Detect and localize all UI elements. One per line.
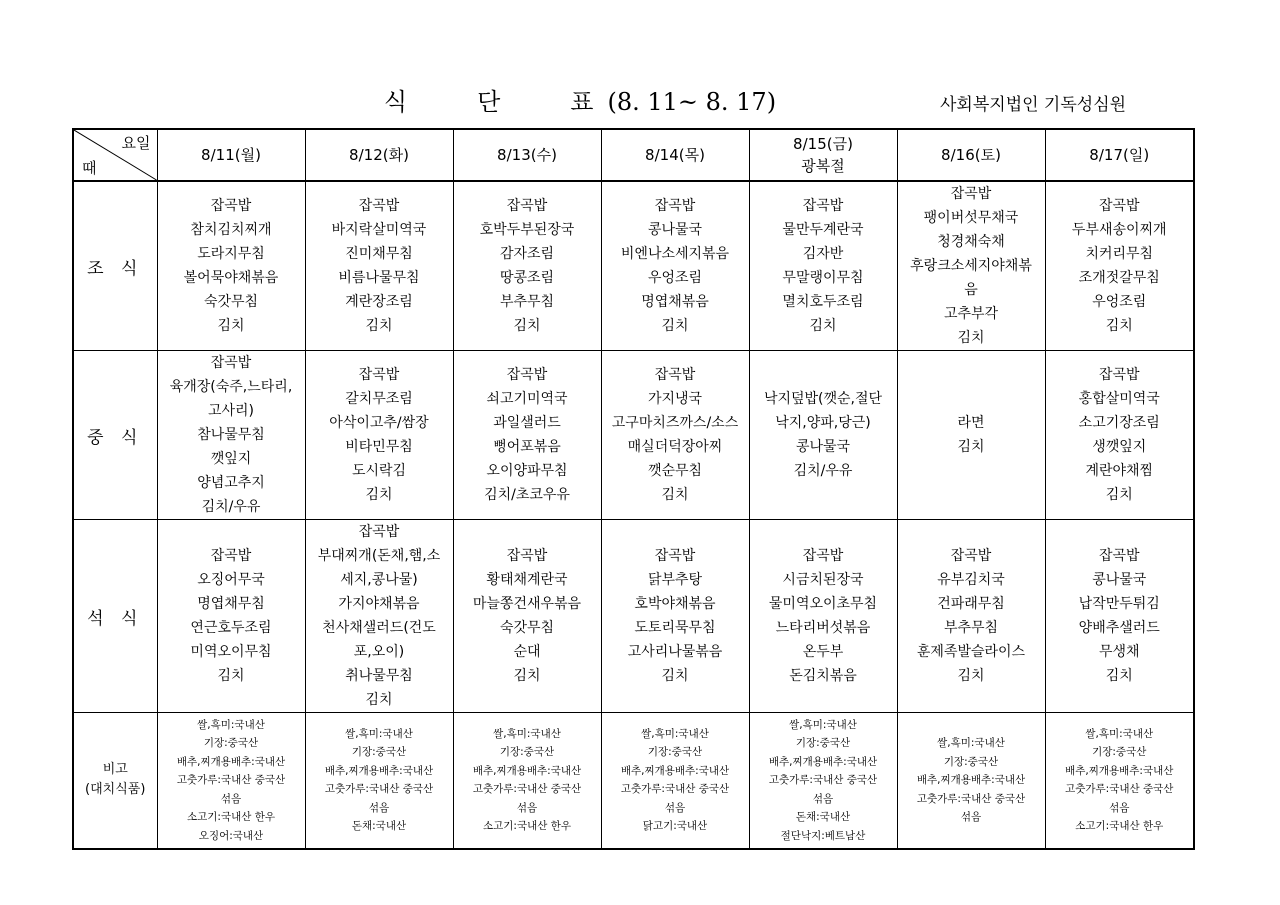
origin-note-line: 섞음 xyxy=(516,801,538,814)
menu-item: 김자반 xyxy=(802,246,844,262)
menu-item: 부추무침 xyxy=(943,620,999,636)
menu-item: 호박두부된장국 xyxy=(479,222,575,238)
menu-item: 우엉조림 xyxy=(1092,294,1147,310)
menu-item: 잡곡밥 xyxy=(506,548,548,564)
menu-item: 깻순무침 xyxy=(647,463,703,479)
menu-item: 물만두계란국 xyxy=(782,222,864,238)
menu-item: 도시락김 xyxy=(351,463,407,479)
menu-item: 부대찌개(돈채,햄,소 xyxy=(317,548,441,564)
origin-note-line: 섞음 xyxy=(1109,801,1130,814)
meal-label: 중 식 xyxy=(73,351,157,520)
menu-item: 라면 xyxy=(957,415,985,431)
menu-item: 비엔나소세지볶음 xyxy=(620,246,730,262)
menu-item: 잡곡밥 xyxy=(506,198,548,214)
menu-cell xyxy=(453,351,601,520)
menu-item: 낙지덮밥(깻순,절단 xyxy=(763,391,883,407)
menu-item: 김치 xyxy=(661,487,689,503)
menu-item: 잡곡밥 xyxy=(1098,198,1140,214)
menu-item: 시금치된장국 xyxy=(782,572,864,588)
menu-item: 유부김치국 xyxy=(937,572,1005,588)
day-header xyxy=(305,129,453,181)
menu-item: 참치김치찌개 xyxy=(190,222,272,238)
menu-item: 고사리나물볶음 xyxy=(627,644,723,660)
menu-cell xyxy=(157,351,305,520)
menu-item: 닭부추탕 xyxy=(647,572,703,588)
menu-item: 비타민무침 xyxy=(345,439,413,455)
origin-note-line: 고춧가루:국내산 중국산 xyxy=(916,792,1026,805)
menu-item: 아삭이고추/쌈장 xyxy=(329,415,429,431)
menu-item: 김치 xyxy=(661,318,689,334)
origin-note-cell xyxy=(749,713,897,849)
corner-meal-label: 때 xyxy=(82,159,97,177)
origin-note-line: 배추,찌개용배추:국내산 xyxy=(620,764,730,777)
menu-item: 잡곡밥 xyxy=(358,198,400,214)
menu-item: 연근호두조림 xyxy=(190,620,272,636)
origin-note-line: 기장:중국산 xyxy=(203,737,259,749)
memo-label-line: 비고 xyxy=(102,762,128,778)
menu-item: 생깻잎지 xyxy=(1092,439,1147,455)
menu-item: 바지락살미역국 xyxy=(331,222,427,238)
meal-label: 조 식 xyxy=(73,181,157,351)
menu-item: 마늘쫑건새우볶음 xyxy=(472,596,582,612)
menu-item: 고구마치즈까스/소스 xyxy=(611,415,739,431)
menu-item: 김치 xyxy=(1105,487,1133,503)
menu-item: 볼어묵야채볶음 xyxy=(183,270,279,286)
day-date: 8/13(수) xyxy=(497,146,557,164)
menu-item: 김치 xyxy=(1105,668,1133,684)
menu-cell xyxy=(601,181,749,351)
menu-cell xyxy=(1045,351,1194,520)
origin-note-line: 고춧가루:국내산 중국산 xyxy=(176,774,286,786)
menu-item: 김치 xyxy=(661,668,689,684)
meal-row-dinner xyxy=(73,520,1194,713)
menu-item: 물미역오이초무침 xyxy=(768,596,878,612)
menu-item: 온두부 xyxy=(802,644,844,660)
menu-item: 숙갓무침 xyxy=(499,620,555,636)
menu-item: 콩나물국 xyxy=(647,222,703,238)
menu-item: 음 xyxy=(964,282,978,298)
corner-cell xyxy=(73,129,157,181)
menu-item: 쇠고기미역국 xyxy=(486,391,568,407)
menu-item: 깻잎지 xyxy=(210,451,252,467)
menu-item: 잡곡밥 xyxy=(358,367,400,383)
menu-item: 오징어무국 xyxy=(197,572,265,588)
menu-item: 순대 xyxy=(513,644,541,660)
menu-cell xyxy=(453,520,601,713)
menu-table xyxy=(72,128,1195,850)
origin-note-cell xyxy=(157,713,305,849)
menu-cell xyxy=(305,181,453,351)
menu-item: 부추무침 xyxy=(499,294,555,310)
menu-cell xyxy=(749,520,897,713)
menu-cell xyxy=(305,351,453,520)
menu-item: 양념고추지 xyxy=(197,475,265,491)
menu-cell xyxy=(601,351,749,520)
menu-item: 계란야채찜 xyxy=(1085,463,1154,479)
menu-item: 홍합살미역국 xyxy=(1078,391,1160,407)
menu-item: 김치 xyxy=(217,668,245,684)
menu-item: 김치/초코우유 xyxy=(484,487,570,503)
menu-item: 잡곡밥 xyxy=(654,198,696,214)
menu-item: 고사리) xyxy=(207,403,255,419)
origin-note-line: 섞음 xyxy=(368,801,390,814)
origin-note-line: 고춧가루:국내산 중국산 xyxy=(620,783,730,796)
origin-note-line: 섞음 xyxy=(664,801,686,814)
menu-item: 김치 xyxy=(1105,318,1133,334)
menu-item: 뻥어포볶음 xyxy=(493,439,561,455)
menu-cell xyxy=(157,181,305,351)
holiday-label: 광복절 xyxy=(801,157,845,175)
menu-item: 비름나물무침 xyxy=(338,270,420,286)
menu-item: 가지냉국 xyxy=(647,391,703,407)
memo-label-line: (대치식품) xyxy=(85,782,146,798)
menu-item: 두부새송이찌개 xyxy=(1071,222,1167,238)
menu-item: 잡곡밥 xyxy=(802,548,844,564)
meal-row-lunch xyxy=(73,351,1194,520)
menu-item: 미역오이무침 xyxy=(190,644,272,660)
meal-label: 석 식 xyxy=(73,520,157,713)
menu-item: 김치 xyxy=(957,668,985,684)
day-date: 8/14(목) xyxy=(645,146,705,164)
origin-note-line: 고춧가루:국내산 중국산 xyxy=(768,774,878,786)
menu-item: 김치 xyxy=(809,318,837,334)
menu-item: 잡곡밥 xyxy=(950,186,992,202)
menu-item: 취나물무침 xyxy=(345,668,413,684)
menu-item: 호박야채볶음 xyxy=(634,596,716,612)
origin-note-line: 기장:중국산 xyxy=(943,755,999,768)
origin-note-line: 쌀,흑미:국내산 xyxy=(937,737,1005,749)
menu-item: 김치 xyxy=(957,439,985,455)
menu-cell xyxy=(157,520,305,713)
menu-item: 잡곡밥 xyxy=(210,198,252,214)
day-date: 8/17(일) xyxy=(1089,146,1150,164)
menu-item: 김치 xyxy=(365,487,393,503)
origin-note-line: 섞음 xyxy=(220,792,242,805)
menu-item: 콩나물국 xyxy=(795,439,851,455)
origin-note-cell xyxy=(305,713,453,849)
menu-item: 양배추샐러드 xyxy=(1078,620,1160,636)
origin-note-line: 쌀,흑미:국내산 xyxy=(197,718,265,731)
memo-label xyxy=(73,713,157,849)
menu-item: 김치 xyxy=(365,318,393,334)
origin-note-line: 닭고기:국내산 xyxy=(642,820,708,833)
menu-item: 가지야채볶음 xyxy=(338,596,420,612)
origin-note-line: 쌀,흑미:국내산 xyxy=(641,727,709,740)
origin-note-line: 배추,찌개용배추:국내산 xyxy=(1065,764,1174,777)
menu-item: 우엉조림 xyxy=(647,270,703,286)
header-row xyxy=(73,129,1194,181)
day-date: 8/16(토) xyxy=(941,146,1001,164)
origin-note-line: 소고기:국내산 한우 xyxy=(186,811,276,823)
menu-item: 납작만두튀김 xyxy=(1078,596,1160,612)
meal-row-breakfast xyxy=(73,181,1194,351)
menu-item: 잡곡밥 xyxy=(506,367,548,383)
origin-note-line: 돈채:국내산 xyxy=(351,820,407,833)
menu-cell xyxy=(601,520,749,713)
menu-cell xyxy=(1045,181,1194,351)
day-header xyxy=(453,129,601,181)
origin-note-line: 소고기:국내산 한우 xyxy=(482,820,572,833)
origin-note-cell xyxy=(1045,713,1194,849)
origin-note-line: 오징어:국내산 xyxy=(198,829,264,842)
menu-item: 천사채샐러드(건도 xyxy=(322,620,436,636)
day-header xyxy=(1045,129,1194,181)
origin-note-line: 배추,찌개용배추:국내산 xyxy=(176,755,286,768)
menu-item: 명엽채무침 xyxy=(197,596,265,612)
menu-item: 조개젓갈무침 xyxy=(1078,270,1160,286)
menu-item: 세지,콩나물) xyxy=(340,572,418,588)
origin-note-cell xyxy=(453,713,601,849)
menu-cell xyxy=(453,181,601,351)
menu-cell xyxy=(305,520,453,713)
title-char: 단 xyxy=(477,88,501,116)
menu-item: 잡곡밥 xyxy=(1098,367,1140,383)
menu-item: 잡곡밥 xyxy=(210,548,252,564)
page-title xyxy=(300,82,860,117)
menu-item: 도라지무침 xyxy=(197,246,265,262)
day-date: 8/15(금) xyxy=(793,135,853,153)
menu-item: 잡곡밥 xyxy=(654,548,696,564)
origin-note-line: 고춧가루:국내산 중국산 xyxy=(472,783,582,796)
day-date: 8/11(월) xyxy=(201,146,261,164)
origin-note-line: 절단낙지:베트남산 xyxy=(780,829,866,842)
menu-cell xyxy=(897,520,1045,713)
menu-item: 김치 xyxy=(513,318,541,334)
menu-cell xyxy=(897,351,1045,520)
origin-note-line: 배추,찌개용배추:국내산 xyxy=(324,764,434,777)
origin-note-line: 쌀,흑미:국내산 xyxy=(493,727,561,740)
origin-note-line: 쌀,흑미:국내산 xyxy=(1085,727,1154,740)
title-date-range: (8. 11~ 8. 17) xyxy=(607,88,777,116)
origin-note-line: 섞음 xyxy=(960,811,982,823)
menu-cell xyxy=(749,181,897,351)
menu-item: 소고기장조림 xyxy=(1078,415,1160,431)
origin-note-line: 배추,찌개용배추:국내산 xyxy=(916,774,1026,786)
menu-item: 매실더덕장아찌 xyxy=(627,439,723,455)
menu-item: 치커리무침 xyxy=(1085,246,1154,262)
origin-note-line: 기장:중국산 xyxy=(351,746,407,759)
menu-item: 잡곡밥 xyxy=(358,524,400,540)
menu-item: 땅콩조림 xyxy=(499,270,555,286)
menu-item: 김치 xyxy=(513,668,541,684)
menu-item: 팽이버섯무채국 xyxy=(923,210,1019,226)
menu-item: 계란장조림 xyxy=(345,294,413,310)
origin-note-line: 기장:중국산 xyxy=(1092,746,1147,759)
menu-item: 고추부각 xyxy=(943,306,999,322)
corner-day-label: 요일 xyxy=(121,134,151,152)
menu-item: 갈치무조림 xyxy=(345,391,413,407)
menu-item: 돈김치볶음 xyxy=(789,668,857,684)
menu-item: 명엽채볶음 xyxy=(641,294,709,310)
menu-item: 건파래무침 xyxy=(937,596,1005,612)
menu-item: 황태채계란국 xyxy=(486,572,568,588)
menu-cell xyxy=(1045,520,1194,713)
menu-item: 잡곡밥 xyxy=(802,198,844,214)
menu-item: 포,오이) xyxy=(353,644,405,660)
origin-note-line: 기장:중국산 xyxy=(647,746,703,759)
menu-item: 김치 xyxy=(217,318,245,334)
menu-item: 숙갓무침 xyxy=(203,294,259,310)
origin-note-cell xyxy=(601,713,749,849)
menu-item: 진미채무침 xyxy=(345,246,413,262)
menu-item: 잡곡밥 xyxy=(654,367,696,383)
menu-item: 김치 xyxy=(365,692,393,708)
origin-note-line: 소고기:국내산 한우 xyxy=(1075,820,1164,833)
day-header xyxy=(897,129,1045,181)
origin-note-line: 섞음 xyxy=(812,792,834,805)
menu-item: 무말랭이무침 xyxy=(782,270,864,286)
origin-note-line: 기장:중국산 xyxy=(795,737,851,749)
day-header xyxy=(749,129,897,181)
menu-item: 도토리묵무침 xyxy=(634,620,716,636)
origin-note-line: 돈채:국내산 xyxy=(795,811,851,823)
memo-row xyxy=(73,713,1194,849)
origin-note-line: 기장:중국산 xyxy=(499,746,555,759)
origin-note-line: 고춧가루:국내산 중국산 xyxy=(324,783,434,796)
menu-item: 감자조림 xyxy=(499,246,555,262)
day-header xyxy=(601,129,749,181)
menu-item: 김치/우유 xyxy=(793,463,853,479)
menu-item: 참나물무침 xyxy=(197,427,265,443)
menu-cell xyxy=(897,181,1045,351)
day-header xyxy=(157,129,305,181)
origin-note-cell xyxy=(897,713,1045,849)
origin-note-line: 고춧가루:국내산 중국산 xyxy=(1065,783,1174,796)
menu-item: 훈제족발슬라이스 xyxy=(916,644,1026,660)
origin-note-line: 쌀,흑미:국내산 xyxy=(789,718,857,731)
origin-note-line: 배추,찌개용배추:국내산 xyxy=(472,764,582,777)
menu-item: 콩나물국 xyxy=(1092,572,1147,588)
menu-item: 잡곡밥 xyxy=(950,548,992,564)
menu-item: 잡곡밥 xyxy=(210,355,252,371)
menu-item: 육개장(숙주,느타리, xyxy=(169,379,293,395)
menu-cell xyxy=(749,351,897,520)
menu-item: 후랑크소세지야채볶 xyxy=(910,258,1032,274)
menu-item: 잡곡밥 xyxy=(1098,548,1140,564)
menu-item: 김치 xyxy=(957,330,985,346)
title-char: 표 xyxy=(570,88,594,116)
day-date: 8/12(화) xyxy=(349,146,409,164)
menu-item: 김치/우유 xyxy=(201,499,261,515)
menu-item: 오이양파무침 xyxy=(486,463,568,479)
menu-item: 낙지,양파,당근) xyxy=(775,415,871,431)
menu-item: 멸치호두조림 xyxy=(782,294,864,310)
origin-note-line: 배추,찌개용배추:국내산 xyxy=(768,755,878,768)
menu-item: 무생채 xyxy=(1098,644,1140,660)
organization-name: 사회복지법인 기독성심원 xyxy=(940,95,1127,115)
menu-item: 청경채숙채 xyxy=(937,234,1005,250)
menu-item: 느타리버섯볶음 xyxy=(775,620,871,636)
title-char: 식 xyxy=(383,88,408,116)
origin-note-line: 쌀,흑미:국내산 xyxy=(345,727,413,740)
menu-item: 과일샐러드 xyxy=(493,415,561,431)
